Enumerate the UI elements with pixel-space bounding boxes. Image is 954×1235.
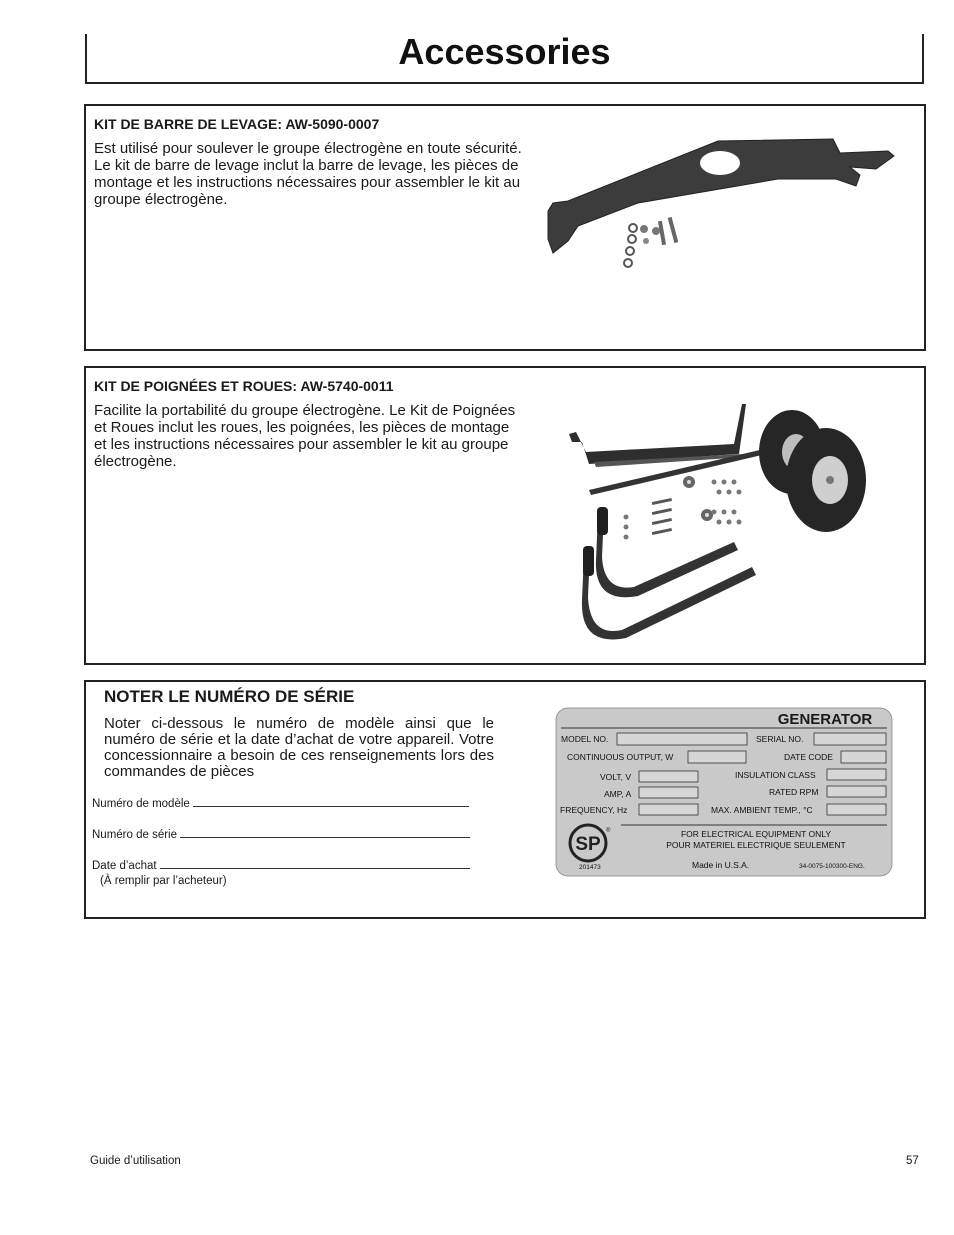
purchase-date-field[interactable] [92,858,470,872]
field-line [180,827,470,838]
plate-ambient-label: MAX. AMBIENT TEMP., °C [711,805,813,815]
handle-wheel-kit-image [564,382,894,662]
plate-rpm-label: RATED RPM [769,787,819,797]
plate-insulation-box [827,769,886,780]
field-line [193,796,469,807]
kit-description: Est utilisé pour soulever le groupe électrogène en toute sécurité. Le kit de barre de levage inclut la barre de levage, les pièces de montage et les instructions nécessaires pour assembler le kit au groupe électrogène. [94,140,522,208]
plate-title: GENERATOR [777,711,873,728]
kit-heading: KIT DE POIGNÉES ET ROUES: AW-5740-0011 [94,378,394,394]
plate-volt-box [639,771,698,782]
plate-output-box [688,751,746,763]
plate-amp-box [639,787,698,798]
serial-number-field[interactable] [92,827,470,841]
field-label: Numéro de modèle [92,798,190,810]
registered-mark: ® [606,828,611,834]
purchaser-note: (À remplir par l’acheteur) [100,875,227,887]
plate-datecode-box [841,751,886,763]
kit-description: Facilite la portabilité du groupe électrogène. Le Kit de Poignées et Roues inclut les roues, les poignées, les pièces de montage et les instructions nécessaires pour assembler le kit au groupe électrogène. [94,402,516,470]
model-number-field[interactable] [92,796,469,810]
field-label: Date d’achat [92,860,157,872]
field-label: Numéro de série [92,829,178,841]
handle-wheel-kit-panel [84,366,926,665]
plate-serial-label: SERIAL NO. [756,734,804,744]
plate-frequency-box [639,804,698,815]
plate-amp-label: AMP, A [604,789,632,799]
plate-model-label: MODEL NO. [561,734,609,744]
serial-heading: NOTER LE NUMÉRO DE SÉRIE [104,687,355,706]
plate-cert-number: 201473 [579,864,601,871]
lifting-bar-kit-panel [84,104,926,351]
plate-notice-en: FOR ELECTRICAL EQUIPMENT ONLY [680,829,832,839]
plate-volt-label: VOLT, V [600,772,632,782]
plate-ambient-box [827,804,886,815]
plate-notice-fr: POUR MATERIEL ELECTRIQUE SEULEMENT [666,840,846,850]
plate-frequency-label: FREQUENCY, Hz [560,805,628,815]
page-number: 57 [906,1155,919,1167]
serial-number-panel [84,680,926,919]
page-title: Accessories [398,31,611,72]
page-title-box [85,31,924,84]
field-line [160,858,470,869]
plate-serial-box [814,733,886,745]
plate-output-label: CONTINUOUS OUTPUT, W [567,752,674,762]
csa-logo-text: SP [575,834,601,855]
plate-insulation-label: INSULATION CLASS [735,770,816,780]
serial-description: Noter ci-dessous le numéro de modèle ainsi que le numéro de série et la date d’achat de votre appareil. Votre concessionnaire a besoin de ces renseignements lors des commandes de pièces [104,715,494,780]
generator-nameplate [555,707,893,877]
kit-heading: KIT DE BARRE DE LEVAGE: AW-5090-0007 [94,116,380,132]
plate-model-box [617,733,747,745]
plate-part-code: 34-0075-100300-ENG. [799,863,865,870]
plate-rpm-box [827,786,886,797]
footer-guide-label: Guide d’utilisation [90,1155,181,1167]
lifting-bar-image [538,131,918,281]
plate-datecode-label: DATE CODE [784,752,833,762]
plate-made-in: Made in U.S.A. [692,860,750,870]
